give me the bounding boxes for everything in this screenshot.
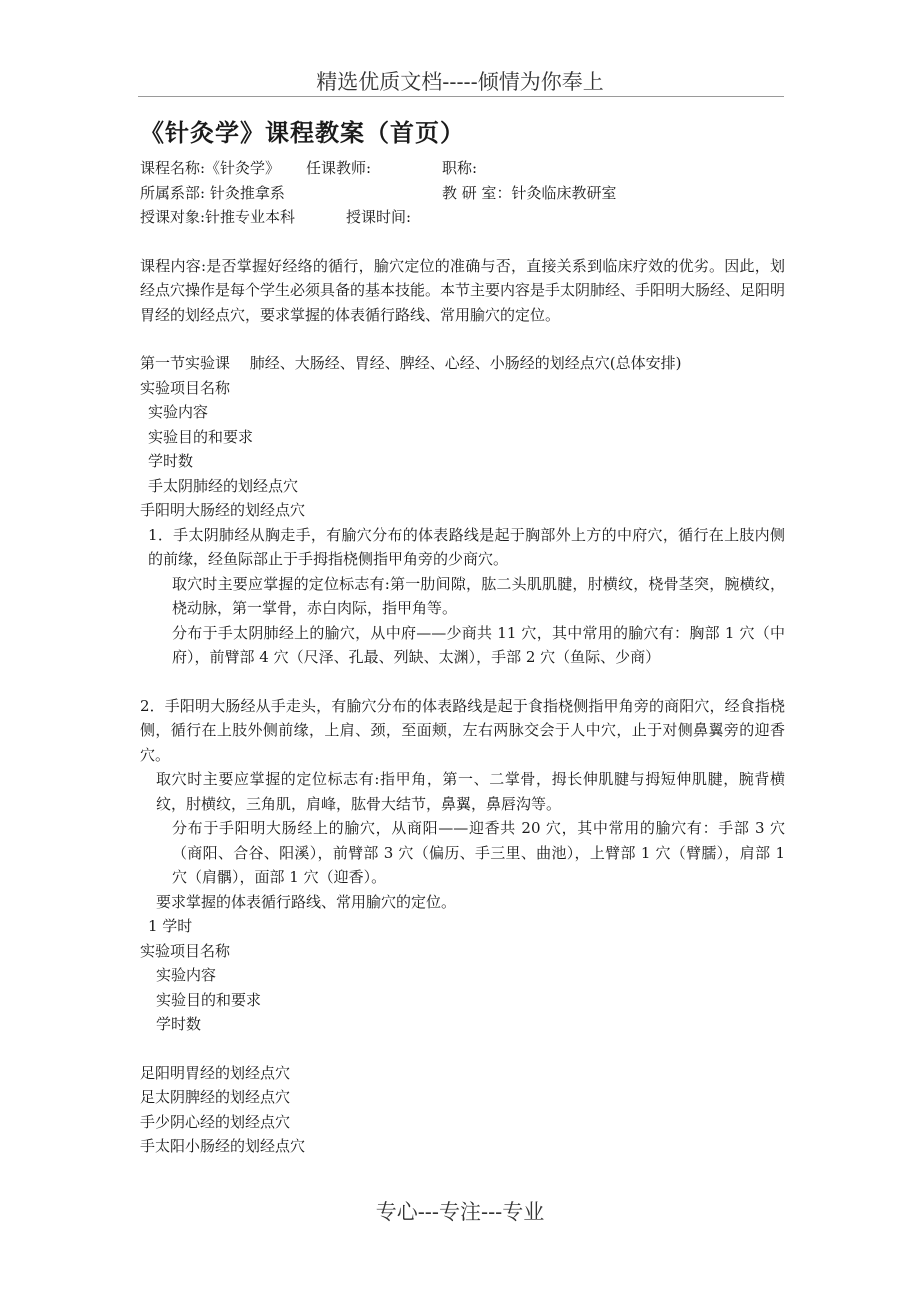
tail-item-stomach: 足阳明胃经的划经点穴 <box>140 1063 291 1082</box>
subitem-lung: 手太阴肺经的划经点穴 <box>148 476 299 495</box>
course-name: 课程名称:《针灸学》 <box>140 159 281 177</box>
purpose-label: 实验目的和要求 <box>148 427 254 446</box>
item-name-label: 实验项目名称 <box>140 378 231 397</box>
subitem-large-intestine: 手阳明大肠经的划经点穴 <box>140 501 306 519</box>
office: 教 研 室：针灸临床教研室 <box>442 183 617 202</box>
section-heading: 第一节实验课 肺经、大肠经、胃经、脾经、心经、小肠经的划经点穴(总体安排) <box>140 354 682 372</box>
tail-item-spleen: 足太阴脾经的划经点穴 <box>140 1088 291 1106</box>
teacher: 任课教师: <box>306 159 372 177</box>
content-label: 实验内容 <box>148 403 209 421</box>
li-paragraph-3: 分布于手阳明大肠经上的腧穴，从商阳——迎香共 20 穴，其中常用的腧穴有：手部 3 穴（商阳、合谷、阳溪），前臂部 3 穴（偏历、手三里、曲池），上臂部 1 穴（臂臑），肩部 1 穴（肩髃），面部 1 穴（迎香）。 <box>172 819 785 886</box>
lung-paragraph-2: 取穴时主要应掌握的定位标志有:第一肋间隙，肱二头肌肌腱，肘横纹，桡骨茎突，腕横纹，桡动脉，第一掌骨，赤白肉际，指甲角等。 <box>172 574 785 617</box>
li-requirement: 要求掌握的体表循行路线、常用腧穴的定位。 <box>156 892 457 911</box>
audience: 授课对象:针推专业本科 <box>140 208 296 226</box>
item-name-label-2: 实验项目名称 <box>140 941 231 960</box>
lung-paragraph-1: 1．手太阴肺经从胸走手，有腧穴分布的体表路线是起于胸部外上方的中府穴，循行在上肢内侧的前缘，经鱼际部止于手拇指桡侧指甲角旁的少商穴。 <box>148 525 785 568</box>
li-hours: 1 学时 <box>148 917 193 935</box>
purpose-label-2: 实验目的和要求 <box>156 990 262 1009</box>
meta-row-2 <box>140 181 785 206</box>
header-divider <box>138 96 784 97</box>
hours-label: 学时数 <box>148 452 194 470</box>
spacer <box>140 230 785 254</box>
tail-item-heart: 手少阴心经的划经点穴 <box>140 1112 291 1131</box>
meta-row-1 <box>140 156 785 181</box>
spacer <box>140 327 785 351</box>
tail-item-small-intestine: 手太阳小肠经的划经点穴 <box>140 1137 306 1155</box>
lung-paragraph-3: 分布于手太阴肺经上的腧穴，从中府——少商共 11 穴，其中常用的腧穴有：胸部 1 穴（中府），前臂部 4 穴（尺泽、孔最、列缺、太渊），手部 2 穴（鱼际、少商） <box>172 623 785 666</box>
page-header: 精选优质文档-----倾情为你奉上 <box>316 70 604 94</box>
rank: 职称: <box>442 159 478 177</box>
spacer <box>140 1037 785 1061</box>
li-paragraph-2: 取穴时主要应掌握的定位标志有:指甲角，第一、二掌骨，拇长伸肌腱与拇短伸肌腱，腕背横纹，肘横纹，三角肌，肩峰，肱骨大结节，鼻翼，鼻唇沟等。 <box>156 770 785 813</box>
li-paragraph-1: 2．手阳明大肠经从手走头，有腧穴分布的体表路线是起于食指桡侧指甲角旁的商阳穴，经食指桡侧，循行在上肢外侧前缘，上肩、颈，至面颊，左右两脉交会于人中穴，止于对侧鼻翼旁的迎香穴。 <box>140 696 785 764</box>
document-body <box>140 116 785 1159</box>
document-title: 《针灸学》课程教案（首页） <box>140 119 465 147</box>
content-intro: 课程内容:是否掌握好经络的循行，腧穴定位的准确与否，直接关系到临床疗效的优劣。因此，划经点穴操作是每个学生必须具备的基本技能。本节主要内容是手太阴肺经、手阳明大肠经、足阳明胃经的划经点穴，要求掌握的体表循行路线、常用腧穴的定位。 <box>140 256 786 324</box>
page-footer: 专心---专注---专业 <box>375 1200 545 1224</box>
hours-label-2: 学时数 <box>156 1015 202 1033</box>
spacer <box>140 670 785 694</box>
class-time: 授课时间: <box>346 208 412 226</box>
department: 所属系部: 针灸推拿系 <box>140 183 285 202</box>
content-label-2: 实验内容 <box>156 966 217 984</box>
meta-row-3 <box>140 205 785 230</box>
